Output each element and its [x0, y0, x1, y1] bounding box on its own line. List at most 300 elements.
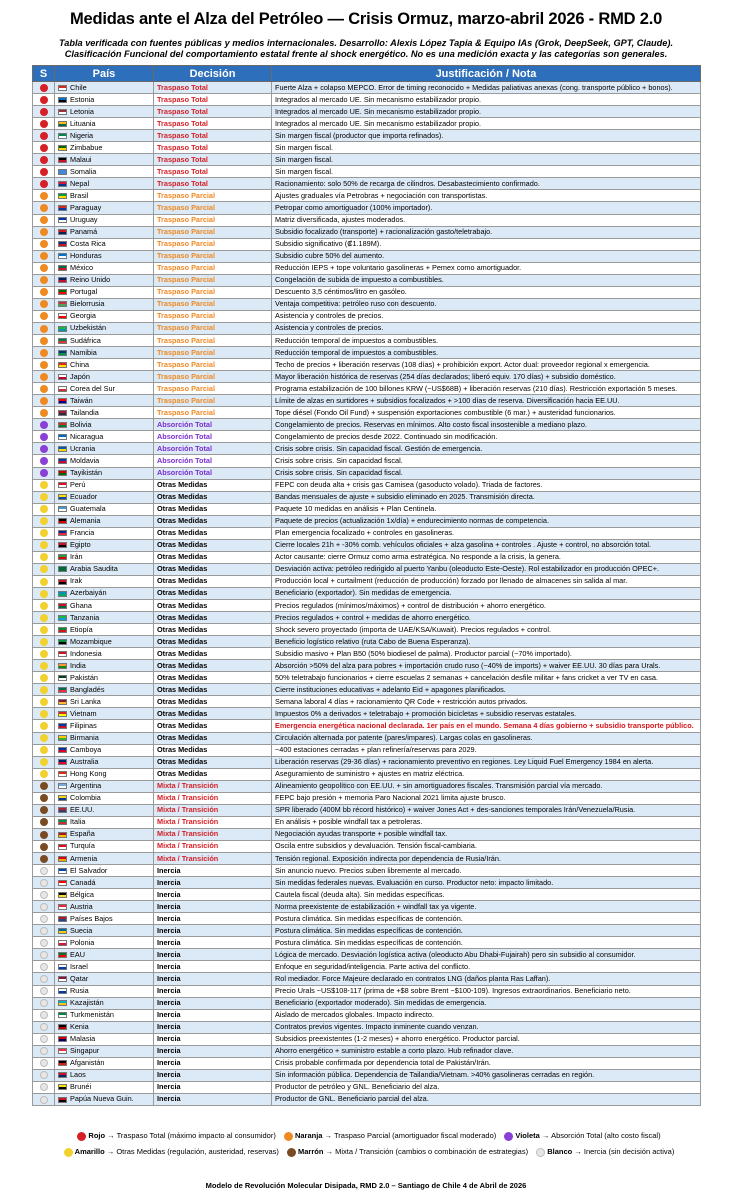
decision-cell: Otras Medidas [154, 708, 272, 720]
status-dot-icon [40, 505, 48, 513]
status-cell [33, 732, 55, 744]
status-dot-icon [40, 999, 48, 1007]
country-cell [55, 322, 154, 334]
country-name: Austria [70, 901, 93, 911]
country-cell [55, 118, 154, 130]
justification-cell: Congelamiento de precios desde 2022. Continuado sin modificación. [272, 431, 701, 443]
status-dot-icon [40, 710, 48, 718]
table-row [33, 853, 701, 865]
flag-icon [58, 904, 67, 910]
country-name: Estonia [70, 94, 95, 104]
table-row [33, 708, 701, 720]
justification-cell: Rol mediador. Force Majeure declarado en contratos LNG (daños planta Ras Laffan). [272, 973, 701, 985]
decision-cell: Traspaso Total [154, 118, 272, 130]
table-row [33, 973, 701, 985]
country-cell [55, 1081, 154, 1093]
decision-cell: Traspaso Parcial [154, 359, 272, 371]
decision-cell: Mixta / Transición [154, 828, 272, 840]
country-cell [55, 527, 154, 539]
status-dot-icon [40, 1071, 48, 1079]
table-row [33, 226, 701, 238]
table-row [33, 1081, 701, 1093]
decision-cell: Inercia [154, 889, 272, 901]
table-row [33, 587, 701, 599]
justification-cell: Programa estabilización de 100 billones KRW (~US$68B) + liberación reservas (210 días). Restricción exportación 5 meses. [272, 383, 701, 395]
header-country: País [55, 66, 154, 82]
table-row [33, 250, 701, 262]
subtitle-sources: Tabla verificada con fuentes públicas y medios internacionales. Desarrollo: Alexis López Tapia & Equipo IAs (Grok, DeepSeek, GPT, Claude). [58, 38, 674, 48]
flag-icon [58, 747, 67, 753]
table-row [33, 901, 701, 913]
table-row [33, 1009, 701, 1021]
status-cell [33, 973, 55, 985]
flag-icon [58, 205, 67, 211]
country-name: Italia [70, 817, 86, 827]
flag-icon [58, 615, 67, 621]
justification-cell: Plan emergencia focalizado + controles en gasolineras. [272, 527, 701, 539]
flag-icon [58, 940, 67, 946]
country-name: Francia [70, 528, 95, 538]
status-cell [33, 877, 55, 889]
status-dot-icon [40, 662, 48, 670]
country-name: Honduras [70, 251, 102, 261]
status-dot-icon [40, 373, 48, 381]
justification-cell: Enfoque en seguridad/inteligencia. Parte activa del conflicto. [272, 961, 701, 973]
flag-icon [58, 518, 67, 524]
country-name: Sri Lanka [70, 696, 101, 706]
flag-icon [58, 759, 67, 765]
flag-icon [58, 350, 67, 356]
table-row [33, 503, 701, 515]
status-cell [33, 600, 55, 612]
status-dot-icon [40, 698, 48, 706]
decision-cell: Inercia [154, 937, 272, 949]
justification-cell: Oscila entre subsidios y devaluación. Tensión fiscal-cambiaria. [272, 840, 701, 852]
table-row [33, 539, 701, 551]
country-cell [55, 1033, 154, 1045]
status-cell [33, 901, 55, 913]
country-cell [55, 142, 154, 154]
legend-description: → Otras Medidas (regulación, austeridad, reservas) [104, 1146, 281, 1156]
flag-icon [58, 627, 67, 633]
status-cell [33, 768, 55, 780]
legend-line-2 [32, 1144, 700, 1160]
justification-cell: Sin margen fiscal. [272, 154, 701, 166]
legend [32, 1128, 700, 1160]
footer-credit: Modelo de Revolución Molecular Disipada, RMD 2.0 – Santiago de Chile 4 de Abril de 2026 [205, 1180, 527, 1190]
status-dot-icon [40, 939, 48, 947]
decision-cell: Traspaso Parcial [154, 274, 272, 286]
table-row [33, 238, 701, 250]
flag-icon [58, 723, 67, 729]
country-cell [55, 467, 154, 479]
country-name: Moldavia [70, 455, 100, 465]
justification-cell: Aislado de mercados globales. Impacto indirecto. [272, 1009, 701, 1021]
status-dot-icon [40, 168, 48, 176]
table-row [33, 985, 701, 997]
status-dot-icon [40, 541, 48, 549]
justification-cell: Paquete de precios (actualización 1x/día) + endurecimiento normas de competencia. [272, 515, 701, 527]
justification-cell: FEPC con deuda alta + crisis gas Camisea (gasoducto volado). Triada de factores. [272, 479, 701, 491]
decision-cell: Mixta / Transición [154, 840, 272, 852]
flag-icon [58, 1072, 67, 1078]
flag-icon [58, 1084, 67, 1090]
decision-cell: Traspaso Total [154, 82, 272, 94]
country-name: Tanzania [70, 612, 100, 622]
flag-icon [58, 856, 67, 862]
status-dot-icon [40, 1059, 48, 1067]
country-cell [55, 828, 154, 840]
table-row [33, 359, 701, 371]
decision-cell: Traspaso Total [154, 130, 272, 142]
legend-dot-icon [536, 1148, 545, 1157]
country-name: Turquía [70, 841, 95, 851]
justification-cell: Mayor liberación histórica de reservas (254 días declarados; liberó equiv. 170 días) + subsidio doméstico. [272, 371, 701, 383]
decision-cell: Otras Medidas [154, 624, 272, 636]
decision-cell: Otras Medidas [154, 768, 272, 780]
flag-icon [58, 1012, 67, 1018]
country-cell [55, 925, 154, 937]
flag-icon [58, 434, 67, 440]
status-dot-icon [40, 144, 48, 152]
decision-cell: Inercia [154, 1081, 272, 1093]
decision-cell: Inercia [154, 949, 272, 961]
decision-cell: Traspaso Parcial [154, 250, 272, 262]
decision-cell: Otras Medidas [154, 672, 272, 684]
status-dot-icon [40, 565, 48, 573]
flag-icon [58, 133, 67, 139]
country-cell [55, 286, 154, 298]
table-row [33, 624, 701, 636]
country-name: Laos [70, 1070, 86, 1080]
country-name: Corea del Sur [70, 383, 116, 393]
flag-icon [58, 422, 67, 428]
country-name: Alemania [70, 516, 101, 526]
status-cell [33, 1081, 55, 1093]
decision-cell: Inercia [154, 1033, 272, 1045]
justification-cell: Cierre locales 21h + -30% comb. vehículos oficiales + alza gasolina + controles . Ajuste + control, no absorción total. [272, 539, 701, 551]
justification-cell: Matriz diversificada, ajustes moderados. [272, 214, 701, 226]
country-name: Reino Unido [70, 275, 111, 285]
status-cell [33, 491, 55, 503]
status-cell [33, 334, 55, 346]
decision-cell: Otras Medidas [154, 744, 272, 756]
country-cell [55, 865, 154, 877]
country-cell [55, 407, 154, 419]
status-cell [33, 298, 55, 310]
table-row [33, 1069, 701, 1081]
table-row [33, 347, 701, 359]
decision-cell: Traspaso Parcial [154, 226, 272, 238]
justification-cell: En análisis + posible windfall tax a petroleras. [272, 816, 701, 828]
country-name: México [70, 263, 94, 273]
country-name: Lituania [70, 118, 96, 128]
decision-cell: Otras Medidas [154, 636, 272, 648]
status-cell [33, 238, 55, 250]
country-cell [55, 780, 154, 792]
decision-cell: Inercia [154, 901, 272, 913]
status-dot-icon [40, 300, 48, 308]
flag-icon [58, 97, 67, 103]
country-name: EAU [70, 949, 86, 959]
status-cell [33, 780, 55, 792]
status-cell [33, 286, 55, 298]
flag-icon [58, 482, 67, 488]
flag-icon [58, 446, 67, 452]
decision-cell: Otras Medidas [154, 732, 272, 744]
table-row [33, 310, 701, 322]
country-name: Camboya [70, 745, 102, 755]
flag-icon [58, 301, 67, 307]
decision-cell: Otras Medidas [154, 720, 272, 732]
status-cell [33, 371, 55, 383]
decision-cell: Absorción Total [154, 443, 272, 455]
status-cell [33, 130, 55, 142]
country-cell [55, 455, 154, 467]
country-cell [55, 949, 154, 961]
country-cell [55, 202, 154, 214]
status-cell [33, 660, 55, 672]
status-dot-icon [40, 421, 48, 429]
flag-icon [58, 1060, 67, 1066]
decision-cell: Absorción Total [154, 455, 272, 467]
country-name: Afganistán [70, 1058, 105, 1068]
country-name: Letonia [70, 106, 94, 116]
table-row [33, 118, 701, 130]
justification-cell: Reducción temporal de impuestos a combustibles. [272, 334, 701, 346]
country-name: Azerbaiyán [70, 588, 107, 598]
status-dot-icon [40, 228, 48, 236]
country-cell [55, 732, 154, 744]
country-cell [55, 419, 154, 431]
justification-cell: Integrados al mercado UE. Sin mecanismo estabilizador propio. [272, 118, 701, 130]
table-row [33, 1033, 701, 1045]
country-name: Portugal [70, 287, 98, 297]
table-row [33, 214, 701, 226]
status-cell [33, 250, 55, 262]
justification-cell: Norma preexistente de estabilización + windfall tax ya vigente. [272, 901, 701, 913]
flag-icon [58, 458, 67, 464]
legend-color-name: Rojo [88, 1130, 106, 1140]
flag-icon [58, 542, 67, 548]
country-cell [55, 804, 154, 816]
country-cell [55, 250, 154, 262]
flag-icon [58, 807, 67, 813]
status-dot-icon [40, 409, 48, 417]
country-name: Paraguay [70, 202, 102, 212]
status-dot-icon [40, 1035, 48, 1043]
status-cell [33, 479, 55, 491]
country-name: Bangladés [70, 684, 105, 694]
status-dot-icon [40, 951, 48, 959]
flag-icon [58, 277, 67, 283]
table-row [33, 720, 701, 732]
country-name: Uzbekistán [70, 323, 107, 333]
status-cell [33, 94, 55, 106]
flag-icon [58, 880, 67, 886]
status-cell [33, 539, 55, 551]
decision-cell: Traspaso Parcial [154, 262, 272, 274]
flag-icon [58, 1000, 67, 1006]
table-row [33, 455, 701, 467]
table-row [33, 94, 701, 106]
status-dot-icon [40, 734, 48, 742]
justification-cell: Emergencia energética nacional declarada. 1er país en el mundo. Semana 4 días gobierno + subsidio transporte público. [272, 720, 701, 732]
decision-cell: Otras Medidas [154, 660, 272, 672]
decision-cell: Otras Medidas [154, 587, 272, 599]
table-row [33, 515, 701, 527]
country-cell [55, 997, 154, 1009]
table-row [33, 636, 701, 648]
justification-cell: Crisis sobre crisis. Sin capacidad fiscal. [272, 455, 701, 467]
table-row [33, 684, 701, 696]
flag-icon [58, 964, 67, 970]
table-row [33, 142, 701, 154]
legend-description: → Traspaso Total (máximo impacto al consumidor) [105, 1130, 278, 1140]
decision-cell: Traspaso Parcial [154, 334, 272, 346]
decision-cell: Mixta / Transición [154, 816, 272, 828]
status-cell [33, 612, 55, 624]
status-dot-icon [40, 722, 48, 730]
decision-cell: Traspaso Parcial [154, 310, 272, 322]
flag-icon [58, 771, 67, 777]
flag-icon [58, 121, 67, 127]
country-name: Brunéi [70, 1082, 92, 1092]
country-cell [55, 539, 154, 551]
decision-cell: Mixta / Transición [154, 853, 272, 865]
country-name: Ucrania [70, 443, 96, 453]
justification-cell: Sin margen fiscal. [272, 142, 701, 154]
status-dot-icon [40, 782, 48, 790]
country-name: Polonia [70, 937, 95, 947]
country-cell [55, 298, 154, 310]
country-name: Hong Kong [70, 769, 107, 779]
justification-cell: Cierre instituciones educativas + adelanto Eid + apagones planificados. [272, 684, 701, 696]
country-name: Tailandia [70, 407, 99, 417]
justification-cell: Reducción temporal de impuestos a combustibles. [272, 347, 701, 359]
justification-cell: ~400 estaciones cerradas + plan refinería/reservas para 2029. [272, 744, 701, 756]
justification-cell: Subsidio masivo + Plan B50 (50% biodiesel de palma). Productor parcial (~70% importado). [272, 648, 701, 660]
status-dot-icon [40, 84, 48, 92]
flag-icon [58, 639, 67, 645]
country-name: Georgia [70, 311, 96, 321]
justification-cell: Alineamiento geopolítico con EE.UU. + sin amortiguadores fiscales. Transmisión parcial vía mercado. [272, 780, 701, 792]
table-row [33, 334, 701, 346]
header-status: S [33, 66, 55, 82]
decision-cell: Traspaso Parcial [154, 371, 272, 383]
flag-icon [58, 795, 67, 801]
country-cell [55, 600, 154, 612]
status-cell [33, 828, 55, 840]
flag-icon [58, 687, 67, 693]
table-row [33, 190, 701, 202]
status-cell [33, 226, 55, 238]
decision-cell: Mixta / Transición [154, 780, 272, 792]
country-cell [55, 937, 154, 949]
legend-description: → Mixta / Transición (cambios o combinación de estrategias) [323, 1146, 531, 1156]
country-name: Brasil [70, 190, 89, 200]
status-cell [33, 347, 55, 359]
status-cell [33, 636, 55, 648]
status-cell [33, 322, 55, 334]
flag-icon [58, 253, 67, 259]
flag-icon [58, 241, 67, 247]
status-dot-icon [40, 963, 48, 971]
flag-icon [58, 181, 67, 187]
status-dot-icon [40, 927, 48, 935]
table-row [33, 1045, 701, 1057]
decision-cell: Traspaso Parcial [154, 298, 272, 310]
decision-cell: Inercia [154, 961, 272, 973]
decision-cell: Otras Medidas [154, 696, 272, 708]
country-cell [55, 840, 154, 852]
status-cell [33, 985, 55, 997]
flag-icon [58, 265, 67, 271]
status-cell [33, 395, 55, 407]
country-cell [55, 720, 154, 732]
table-row [33, 106, 701, 118]
status-cell [33, 118, 55, 130]
flag-icon [58, 952, 67, 958]
status-cell [33, 961, 55, 973]
table-row [33, 274, 701, 286]
status-cell [33, 696, 55, 708]
flag-icon [58, 193, 67, 199]
justification-cell: Congelación de subida de impuesto a combustibles. [272, 274, 701, 286]
header-justification: Justificación / Nota [272, 66, 701, 82]
decision-cell: Otras Medidas [154, 684, 272, 696]
justification-cell: Ahorro energético + suministro estable a corto plazo. Hub refinador clave. [272, 1045, 701, 1057]
country-name: Somalia [70, 166, 97, 176]
justification-cell: Sin margen fiscal. [272, 166, 701, 178]
status-dot-icon [40, 686, 48, 694]
status-dot-icon [40, 325, 48, 333]
justification-cell: Asistencia y controles de precios. [272, 322, 701, 334]
country-cell [55, 768, 154, 780]
status-cell [33, 708, 55, 720]
decision-cell: Inercia [154, 1021, 272, 1033]
country-name: Filipinas [70, 721, 97, 730]
decision-cell: Traspaso Total [154, 166, 272, 178]
status-dot-icon [40, 312, 48, 320]
country-cell [55, 503, 154, 515]
status-dot-icon [40, 204, 48, 212]
flag-icon [58, 398, 67, 404]
status-cell [33, 467, 55, 479]
status-cell [33, 913, 55, 925]
country-cell [55, 334, 154, 346]
country-name: Singapur [70, 1046, 100, 1056]
table-row [33, 383, 701, 395]
justification-cell: Integrados al mercado UE. Sin mecanismo estabilizador propio. [272, 106, 701, 118]
justification-cell: FEPC bajo presión + memoria Paro Nacional 2021 limita ajuste brusco. [272, 792, 701, 804]
status-dot-icon [40, 794, 48, 802]
decision-cell: Inercia [154, 1093, 272, 1105]
status-dot-icon [40, 276, 48, 284]
status-cell [33, 274, 55, 286]
justification-cell: Shock severo proyectado (importa de UAE/KSA/Kuwait). Precios regulados + control. [272, 624, 701, 636]
status-cell [33, 166, 55, 178]
justification-cell: Paquete 10 medidas en análisis + Plan Centinela. [272, 503, 701, 515]
country-name: Perú [70, 480, 86, 490]
country-cell [55, 648, 154, 660]
table-row [33, 1093, 701, 1105]
flag-icon [58, 651, 67, 657]
status-dot-icon [40, 349, 48, 357]
status-cell [33, 840, 55, 852]
justification-cell: Productor de GNL. Beneficiario parcial del alza. [272, 1093, 701, 1105]
table-row [33, 828, 701, 840]
